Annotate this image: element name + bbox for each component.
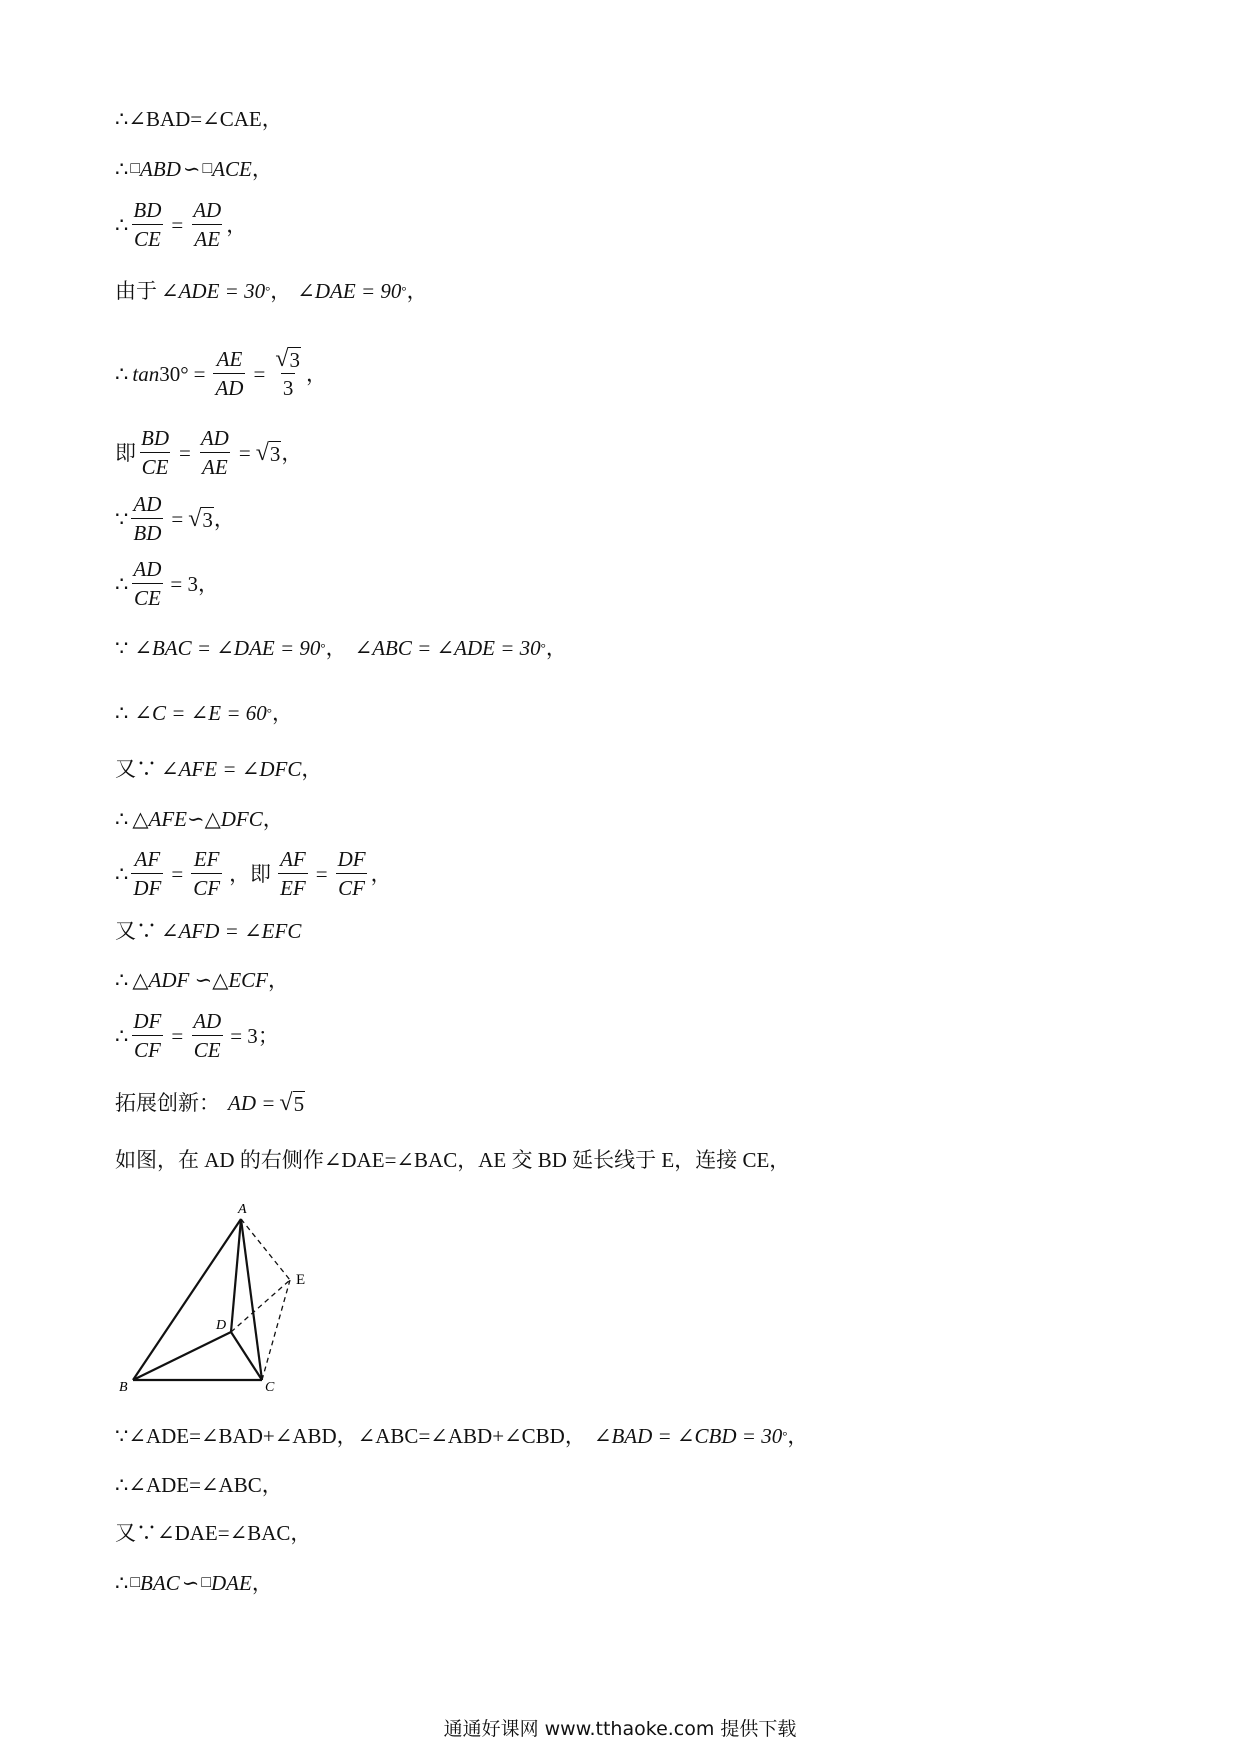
proof-line-4: 由于 ∠ADE = 30 ° ， ∠DAE = 90 ° ， (115, 279, 428, 303)
segment-ac (241, 1219, 262, 1380)
square-root: √ 3 (188, 505, 213, 532)
proof-line-22: ∴ □ BAC ∽ □ DAE ， (115, 1571, 273, 1595)
geometry-figure (110, 1195, 330, 1395)
label-b: B (119, 1380, 128, 1395)
fraction: $\frac{AD}{CE}$ (193, 1009, 222, 1062)
page-footer: 通通好课网 www.tthaoke.com 提供下载 (443, 1718, 797, 1740)
box-glyph: □ (201, 1574, 211, 1591)
fraction: $\frac{AF}{DF}$ (133, 847, 162, 900)
square-root: √ 3 (275, 346, 300, 372)
square-root: √ 3 (255, 439, 281, 466)
proof-line-3: ∴ $\frac{BD}{CE}$ = $\frac{AD}{AE}$ ， (115, 198, 248, 251)
label-a: A (238, 1202, 247, 1217)
proof-line-14: 又∵ ∠AFD = ∠EFC (115, 919, 302, 943)
proof-line-11: 又∵ ∠AFE = ∠DFC ， (115, 757, 323, 781)
proof-line-17: 拓展创新： AD = √ 5 (115, 1090, 305, 1116)
proof-line-21: 又∵∠DAE=∠BAC， (115, 1521, 312, 1545)
proof-line-13: ∴ $\frac{AF}{DF}$ = $\frac{EF}{CF}$ ，即 $\frac{AF}{EF}$ = $\frac{DF}{CF}$ ， (115, 847, 392, 900)
segment-de-dashed (231, 1280, 290, 1332)
proof-line-6: 即 $\frac{BD}{CE}$ = $\frac{AD}{AE}$ = √ 3 ， (115, 426, 303, 479)
proof-line-7: ∵ $\frac{AD}{BD}$ = √ 3 ， (115, 492, 235, 545)
fraction: $\frac{AD}{AE}$ (193, 198, 222, 251)
fraction: $\frac{AF}{EF}$ (280, 847, 306, 900)
proof-line-15: ∴ △ADF ∽△ECF ， (115, 968, 290, 992)
fraction: $\frac{DF}{CF}$ (133, 1009, 162, 1062)
fraction: $\frac{AD}{AE}$ (200, 426, 229, 479)
segment-bd (133, 1332, 231, 1380)
fraction: $\frac{AD}{CE}$ (133, 557, 162, 610)
fraction: $\frac{BD}{CE}$ (133, 198, 162, 251)
square-root: √ 5 (279, 1090, 305, 1116)
proof-line-1: ∴∠BAD=∠CAE， (115, 107, 283, 131)
fraction: $\frac{DF}{CF}$ (337, 847, 366, 900)
proof-line-18: 如图，在 AD 的右侧作∠DAE=∠BAC，AE 交 BD 延长线于 E，连接 CE， (115, 1148, 791, 1172)
label-d: D (216, 1318, 227, 1333)
proof-line-9: ∵ ∠BAC = ∠DAE = 90 ° ， ∠ABC = ∠ADE = 30 ° ， (115, 636, 567, 660)
proof-line-5: ∴ tan 30° = $\frac{AE}{AD}$ = √ 3 3 ， (115, 346, 327, 400)
proof-line-19: ∵∠ADE=∠BAD+∠ABD，∠ABC=∠ABD+∠CBD， ∠BAD = ∠CBD = 30 ° ， (115, 1424, 809, 1448)
segment-ce-dashed (262, 1280, 290, 1380)
label-c: C (265, 1380, 275, 1395)
proof-line-16: ∴ $\frac{DF}{CF}$ = $\frac{AD}{CE}$ = 3 ； (115, 1009, 279, 1062)
segment-ad (231, 1219, 241, 1332)
fraction: $\frac{EF}{CF}$ (193, 847, 221, 900)
fraction: $\frac{AD}{BD}$ (133, 492, 162, 545)
box-glyph: □ (202, 160, 213, 177)
proof-line-20: ∴∠ADE=∠ABC， (115, 1473, 283, 1497)
box-glyph: □ (130, 1574, 141, 1591)
proof-line-10: ∴ ∠C = ∠E = 60 ° ， (115, 701, 293, 725)
label-e: E (296, 1272, 306, 1288)
box-glyph: □ (130, 160, 141, 177)
fraction: $\frac{BD}{CE}$ (141, 426, 169, 479)
proof-line-8: ∴ $\frac{AD}{CE}$ = 3 ， (115, 557, 219, 610)
proof-line-2: ∴ □ ABD ∽ □ ACE ， (115, 157, 273, 181)
fraction: $\frac{AE}{AD}$ (215, 347, 244, 400)
proof-line-12: ∴ △AFE∽△DFC ， (115, 807, 284, 831)
fraction: √ 3 3 (275, 346, 300, 400)
segment-ab (133, 1219, 241, 1380)
